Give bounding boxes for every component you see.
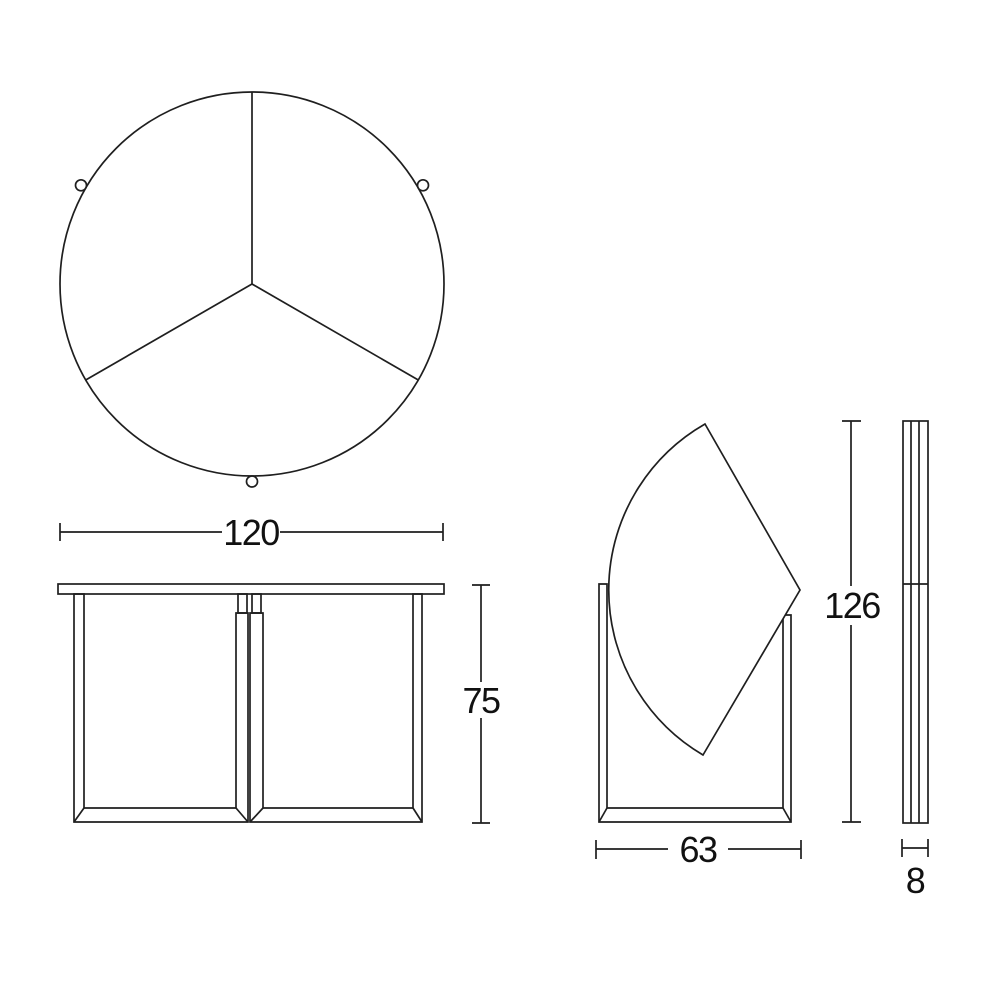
front-view bbox=[58, 584, 444, 822]
tabletop-edge bbox=[58, 584, 444, 594]
dimension-label-folded-depth: 63 bbox=[679, 829, 717, 870]
top-view bbox=[60, 92, 444, 487]
fold-seam-line-left bbox=[86, 284, 252, 380]
dimension-label-folded-height: 126 bbox=[824, 585, 880, 626]
folded-leaf bbox=[609, 424, 800, 755]
left-frame-miter-left bbox=[74, 808, 84, 822]
hinge-stem-right bbox=[252, 594, 261, 613]
right-frame-miter-right bbox=[413, 808, 422, 822]
side-view-folded bbox=[599, 424, 800, 822]
dimension-label-thickness: 8 bbox=[905, 860, 925, 901]
left-frame-miter-right bbox=[236, 808, 248, 822]
dimension-thickness bbox=[902, 839, 928, 901]
dimension-table-height bbox=[462, 585, 500, 823]
dimension-folded-depth bbox=[596, 829, 801, 870]
right-leg-frame bbox=[250, 594, 422, 822]
folded-panel-layer-lines bbox=[911, 421, 919, 823]
folded-edge-view bbox=[903, 421, 928, 823]
stand-miter-left bbox=[599, 808, 607, 822]
hinge-knob-right bbox=[418, 180, 429, 191]
hinge-knob-bottom bbox=[247, 476, 258, 487]
dimension-label-height: 75 bbox=[462, 680, 500, 721]
left-leg-frame bbox=[74, 594, 248, 822]
dimension-label-width: 120 bbox=[223, 512, 279, 553]
dimension-top-width bbox=[60, 512, 443, 553]
hinge-stem-left bbox=[238, 594, 247, 613]
stand-miter-right bbox=[783, 808, 791, 822]
hinge-knob-left bbox=[76, 180, 87, 191]
fold-seam-line-right bbox=[252, 284, 418, 380]
dimension-folded-height bbox=[824, 421, 880, 822]
right-frame-miter-left bbox=[250, 808, 263, 822]
folded-panel-outline bbox=[903, 421, 928, 823]
